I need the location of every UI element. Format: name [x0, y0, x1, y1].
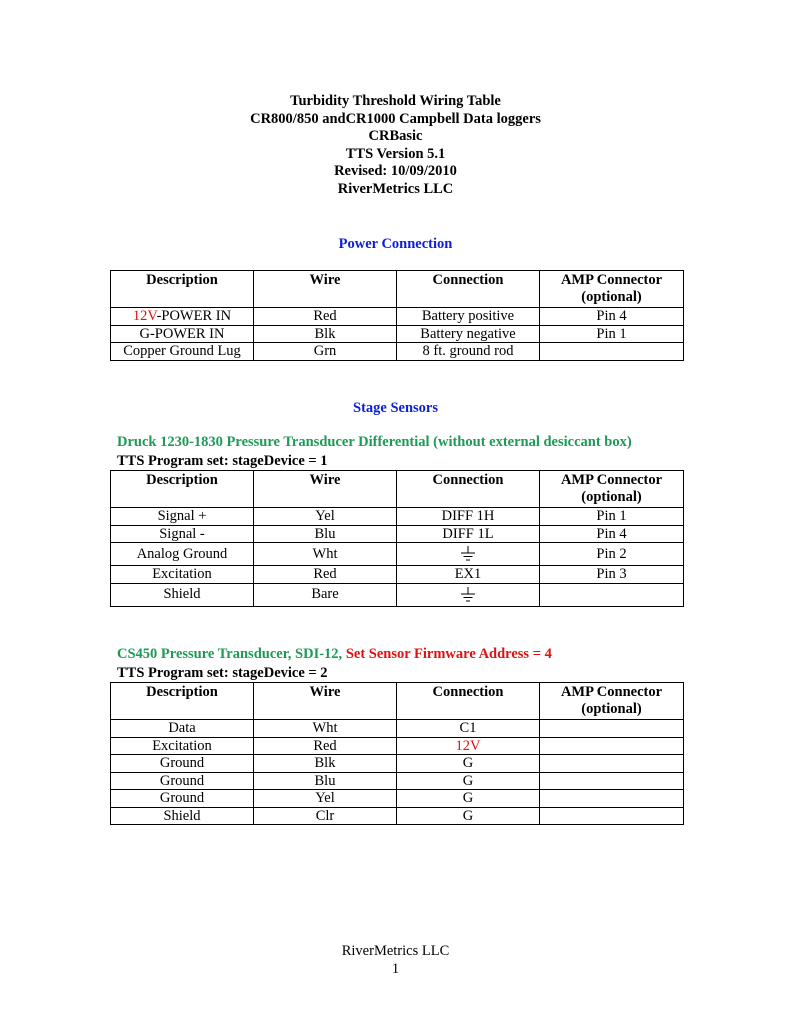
druck-sensor-heading: Druck 1230-1830 Pressure Transducer Differential (without external desiccant box) [117, 434, 632, 450]
cs450-heading-text: CS450 Pressure Transducer, SDI-12, [117, 646, 346, 662]
cell-description: Excitation [111, 566, 254, 584]
footer-company: RiverMetrics LLC [341, 943, 450, 959]
ground-icon [459, 586, 477, 604]
stage-sensors-heading: Stage Sensors [353, 400, 438, 416]
cell-connection [397, 583, 540, 606]
cell-connection: 8 ft. ground rod [397, 343, 540, 361]
header-description: Description [111, 471, 254, 508]
cell-amp [540, 583, 684, 606]
cell-amp: Pin 2 [540, 543, 684, 566]
cell-connection: G [397, 755, 540, 773]
cell-description: G-POWER IN [111, 325, 254, 343]
cell-wire: Yel [254, 790, 397, 808]
cell-description: Excitation [111, 737, 254, 755]
cell-wire: Red [254, 737, 397, 755]
cell-amp: Pin 1 [540, 508, 684, 526]
cs450-program-setting: TTS Program set: stageDevice = 2 [117, 665, 328, 681]
voltage-label: 12V [132, 308, 157, 324]
cell-connection: C1 [397, 720, 540, 738]
ground-icon [459, 545, 477, 563]
druck-wiring-table [110, 470, 684, 607]
cell-wire: Blk [254, 755, 397, 773]
title-line: TTS Version 5.1 [345, 145, 446, 162]
table-header-row [111, 683, 684, 720]
title-line: CRBasic [368, 128, 423, 145]
title-line: Turbidity Threshold Wiring Table [290, 93, 501, 109]
table-row [111, 737, 684, 755]
cell-wire: Blk [254, 325, 397, 343]
header-amp-connector: AMP Connector (optional) [540, 271, 684, 308]
header-description: Description [111, 271, 254, 308]
cell-description: Analog Ground [111, 543, 254, 566]
cell-wire: Wht [254, 543, 397, 566]
cell-wire: Clr [254, 807, 397, 825]
cell-amp [540, 343, 684, 361]
cell-amp [540, 737, 684, 755]
header-connection: Connection [397, 683, 540, 720]
cell-description: Shield [111, 807, 254, 825]
document-title-block [0, 93, 791, 199]
cell-connection: Battery positive [397, 308, 540, 326]
cell-amp [540, 790, 684, 808]
cell-amp: Pin 1 [540, 325, 684, 343]
cell-wire: Yel [254, 508, 397, 526]
table-header-row [111, 271, 684, 308]
cell-amp [540, 807, 684, 825]
page-number: 1 [391, 961, 400, 977]
cell-description: Ground [111, 790, 254, 808]
cell-connection: DIFF 1L [397, 525, 540, 543]
header-wire: Wire [254, 271, 397, 308]
cell-description: Ground [111, 755, 254, 773]
header-connection: Connection [397, 471, 540, 508]
cell-connection: G [397, 790, 540, 808]
table-row [111, 807, 684, 825]
header-description: Description [111, 683, 254, 720]
header-connection: Connection [397, 271, 540, 308]
cell-connection: 12V [397, 737, 540, 755]
firmware-address-note: Set Sensor Firmware Address = 4 [345, 646, 552, 662]
page-footer [0, 942, 791, 978]
cell-connection: G [397, 772, 540, 790]
table-row [111, 343, 684, 361]
title-line: CR800/850 andCR1000 Campbell Data loggers [250, 110, 541, 127]
cell-amp: Pin 4 [540, 525, 684, 543]
table-row [111, 720, 684, 738]
cell-description: Shield [111, 583, 254, 606]
cell-description: Signal - [111, 525, 254, 543]
table-header-row [111, 471, 684, 508]
cell-amp: Pin 4 [540, 308, 684, 326]
cell-wire: Red [254, 566, 397, 584]
table-row [111, 525, 684, 543]
title-line: RiverMetrics LLC [337, 180, 454, 197]
cell-connection: EX1 [397, 566, 540, 584]
cell-connection: DIFF 1H [397, 508, 540, 526]
table-row [111, 325, 684, 343]
cell-wire: Bare [254, 583, 397, 606]
cell-description: Ground [111, 772, 254, 790]
header-wire: Wire [254, 471, 397, 508]
cell-amp [540, 720, 684, 738]
title-line: Revised: 10/09/2010 [334, 163, 457, 180]
table-row [111, 566, 684, 584]
header-amp-connector: AMP Connector (optional) [540, 471, 684, 508]
table-row [111, 543, 684, 566]
cs450-sensor-heading [117, 646, 552, 663]
cell-connection [397, 543, 540, 566]
table-row [111, 308, 684, 326]
power-connection-table [110, 270, 684, 361]
cell-amp [540, 772, 684, 790]
cell-amp [540, 755, 684, 773]
header-wire: Wire [254, 683, 397, 720]
table-row [111, 772, 684, 790]
cell-wire: Wht [254, 720, 397, 738]
cell-wire: Blu [254, 525, 397, 543]
cell-connection: Battery negative [397, 325, 540, 343]
cell-description: Signal + [111, 508, 254, 526]
cell-description [111, 308, 254, 326]
table-row [111, 583, 684, 606]
cell-wire: Red [254, 308, 397, 326]
cell-description: Copper Ground Lug [111, 343, 254, 361]
cell-connection: G [397, 807, 540, 825]
table-row [111, 790, 684, 808]
header-amp-connector: AMP Connector (optional) [540, 683, 684, 720]
druck-program-setting: TTS Program set: stageDevice = 1 [117, 453, 328, 469]
power-connection-heading: Power Connection [338, 236, 453, 252]
cell-amp: Pin 3 [540, 566, 684, 584]
table-row [111, 508, 684, 526]
cs450-wiring-table [110, 682, 684, 825]
cell-wire: Blu [254, 772, 397, 790]
cell-wire: Grn [254, 343, 397, 361]
table-row [111, 755, 684, 773]
cell-description: Data [111, 720, 254, 738]
description-text: -POWER IN [156, 308, 232, 324]
